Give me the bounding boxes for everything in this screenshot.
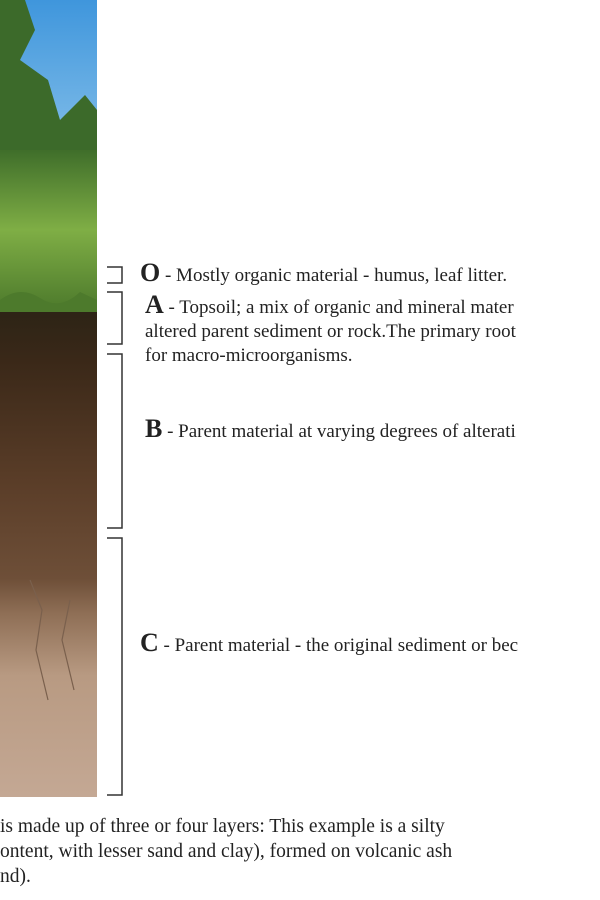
caption-line-3: nd). [0, 866, 31, 887]
caption-line-1: is made up of three or four layers: This example is a silty [0, 816, 445, 837]
bracket-c [107, 538, 122, 795]
horizon-a-line-2: altered parent sediment or rock.The primary root [145, 321, 516, 342]
horizon-o-description: - Mostly organic material - humus, leaf litter. [160, 265, 508, 286]
vegetation-layer [0, 150, 97, 310]
soil-layers [0, 312, 97, 797]
horizon-c-label [140, 628, 519, 657]
caption-line-2: ontent, with lesser sand and clay), formed on volcanic ash [0, 841, 453, 862]
horizon-b-letter: B [145, 414, 163, 443]
horizon-b-description: - Parent material at varying degrees of alterati [162, 421, 516, 442]
horizon-o-label [140, 258, 508, 287]
horizon-b-label [145, 414, 516, 443]
horizon-a-letter-visible: A [145, 290, 164, 319]
bracket-a [107, 292, 122, 344]
bracket-o [107, 267, 122, 283]
horizon-a-description: - Topsoil; a mix of organic and mineral mater [163, 297, 514, 318]
horizon-a-line-3: for macro-microorganisms. [145, 345, 353, 366]
horizon-c-description: - Parent material - the original sediment or bec [158, 635, 519, 656]
soil-profile-photo [0, 0, 97, 797]
figure-caption [0, 814, 600, 889]
horizon-a-label [145, 290, 516, 367]
horizon-o-letter: O [140, 258, 161, 287]
horizon-c-letter: C [140, 628, 159, 657]
bracket-b [107, 354, 122, 528]
